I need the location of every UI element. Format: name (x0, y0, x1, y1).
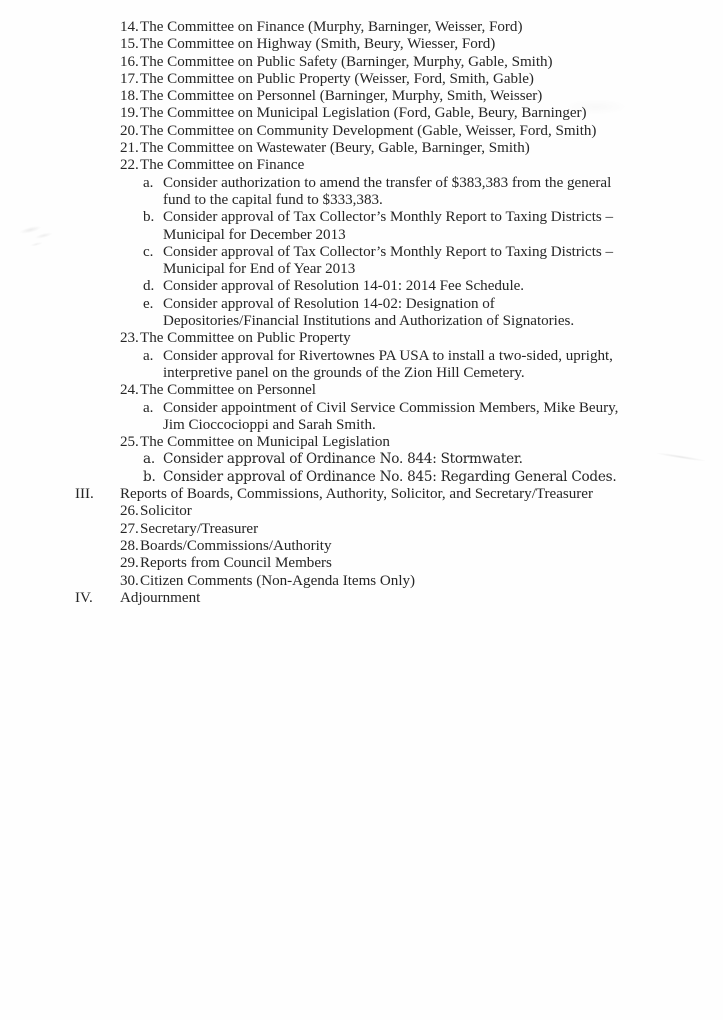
agenda-numbered-item (0, 573, 723, 590)
agenda-sub-item (0, 244, 625, 279)
agenda-numbered-item (0, 382, 723, 399)
agenda-item-marker: 22. (120, 157, 139, 174)
agenda-item-text: The Committee on Wastewater (Beury, Gable, Barninger, Smith) (140, 140, 530, 157)
agenda-list (0, 19, 723, 607)
agenda-item-text: Consider approval for Rivertownes PA USA to install a two-sided, upright, interpretive panel on the grounds of the Zion Hill Cemetery. (163, 347, 613, 381)
agenda-item-text: The Committee on Personnel (Barninger, Murphy, Smith, Weisser) (140, 88, 543, 105)
agenda-item-marker: 15. (120, 36, 139, 53)
agenda-item-text: Consider approval of Ordinance No. 845: Regarding General Codes. (163, 468, 617, 485)
agenda-roman-item (0, 486, 723, 503)
agenda-item-marker: 16. (120, 53, 139, 70)
agenda-numbered-item (0, 140, 723, 157)
agenda-item-marker: d. (143, 278, 155, 295)
agenda-item-text: Secretary/Treasurer (140, 520, 259, 537)
agenda-item-text: The Committee on Finance (140, 157, 305, 174)
agenda-item-text: Reports of Boards, Commissions, Authority, Solicitor, and Secretary/Treasurer (120, 486, 593, 503)
agenda-numbered-item (0, 555, 723, 572)
agenda-item-text: The Committee on Community Development (Gable, Weisser, Ford, Smith) (140, 122, 597, 139)
agenda-item-marker: 23. (120, 330, 139, 347)
agenda-numbered-item (0, 521, 723, 538)
agenda-item-marker: c. (143, 243, 154, 260)
agenda-item-text: Boards/Commissions/Authority (140, 537, 332, 554)
agenda-item-marker: 14. (120, 19, 139, 35)
agenda-item-text: The Committee on Finance (Murphy, Barninger, Weisser, Ford) (140, 19, 523, 35)
agenda-item-text: Consider approval of Tax Collector’s Monthly Report to Taxing Districts – Municipal for December 2013 (163, 209, 614, 243)
agenda-item-text: The Committee on Personnel (140, 382, 316, 399)
agenda-item-marker: a. (143, 399, 154, 416)
agenda-item-marker: b. (143, 468, 156, 485)
agenda-item-text: The Committee on Public Property (140, 330, 351, 347)
agenda-sub-item (0, 278, 625, 295)
agenda-numbered-item (0, 330, 723, 347)
agenda-item-text: Reports from Council Members (140, 555, 332, 572)
agenda-sub-item (0, 175, 625, 210)
agenda-item-marker: 18. (120, 88, 139, 105)
agenda-numbered-item (0, 434, 723, 451)
agenda-item-text: The Committee on Public Safety (Barninger, Murphy, Gable, Smith) (140, 53, 553, 70)
agenda-sub-item (0, 296, 625, 331)
agenda-item-text: Solicitor (140, 503, 192, 520)
agenda-numbered-item (0, 71, 723, 88)
agenda-item-text: Adjournment (120, 589, 201, 606)
agenda-item-marker: III. (75, 486, 94, 503)
agenda-item-text: The Committee on Municipal Legislation (Ford, Gable, Beury, Barninger) (140, 105, 587, 122)
agenda-item-marker: 29. (120, 555, 139, 572)
agenda-item-marker: a. (143, 347, 154, 364)
agenda-item-text: Consider authorization to amend the transfer of $383,383 from the general fund to the capital fund to $333,383. (163, 174, 612, 208)
agenda-item-marker: 26. (120, 503, 139, 520)
agenda-item-text: Consider appointment of Civil Service Commission Members, Mike Beury, Jim Cioccocioppi and Sarah Smith. (163, 399, 619, 433)
agenda-sub-item (0, 469, 625, 486)
agenda-item-marker: 19. (120, 105, 139, 122)
agenda-numbered-item (0, 36, 723, 53)
agenda-numbered-item (0, 503, 723, 520)
agenda-numbered-item (0, 19, 723, 36)
agenda-item-marker: 20. (120, 122, 139, 139)
agenda-sub-item (0, 209, 625, 244)
agenda-roman-item (0, 590, 723, 607)
agenda-numbered-item (0, 105, 723, 122)
agenda-item-marker: 21. (120, 140, 139, 157)
agenda-sub-item (0, 348, 625, 383)
agenda-numbered-item (0, 538, 723, 555)
agenda-item-marker: 30. (120, 572, 139, 589)
agenda-numbered-item (0, 54, 723, 71)
agenda-item-text: Consider approval of Resolution 14-01: 2014 Fee Schedule. (163, 278, 525, 295)
agenda-item-marker: IV. (75, 589, 93, 606)
agenda-item-marker: 24. (120, 382, 139, 399)
agenda-item-text: Consider approval of Ordinance No. 844: Stormwater. (163, 451, 523, 468)
agenda-item-marker: 27. (120, 520, 139, 537)
agenda-numbered-item (0, 123, 723, 140)
agenda-sub-item (0, 400, 625, 435)
agenda-item-marker: 17. (120, 70, 139, 87)
agenda-numbered-item (0, 157, 723, 174)
agenda-item-marker: 28. (120, 537, 139, 554)
agenda-item-marker: b. (143, 209, 155, 226)
agenda-item-text: The Committee on Highway (Smith, Beury, Wiesser, Ford) (140, 36, 496, 53)
agenda-item-marker: e. (143, 295, 154, 312)
agenda-item-text: The Committee on Municipal Legislation (140, 434, 390, 451)
agenda-sub-item (0, 451, 625, 468)
agenda-item-text: Consider approval of Tax Collector’s Monthly Report to Taxing Districts – Municipal for End of Year 2013 (163, 243, 614, 278)
agenda-item-text: Consider approval of Resolution 14-02: Designation of Depositories/Financial Institutions and Authorization of Signatories. (163, 295, 575, 330)
agenda-item-marker: a. (143, 174, 154, 191)
agenda-item-marker: 25. (120, 434, 139, 451)
agenda-item-marker: a. (143, 451, 155, 468)
agenda-numbered-item (0, 88, 723, 105)
agenda-item-text: The Committee on Public Property (Weisser, Ford, Smith, Gable) (140, 70, 534, 87)
agenda-item-text: Citizen Comments (Non-Agenda Items Only) (140, 572, 416, 589)
